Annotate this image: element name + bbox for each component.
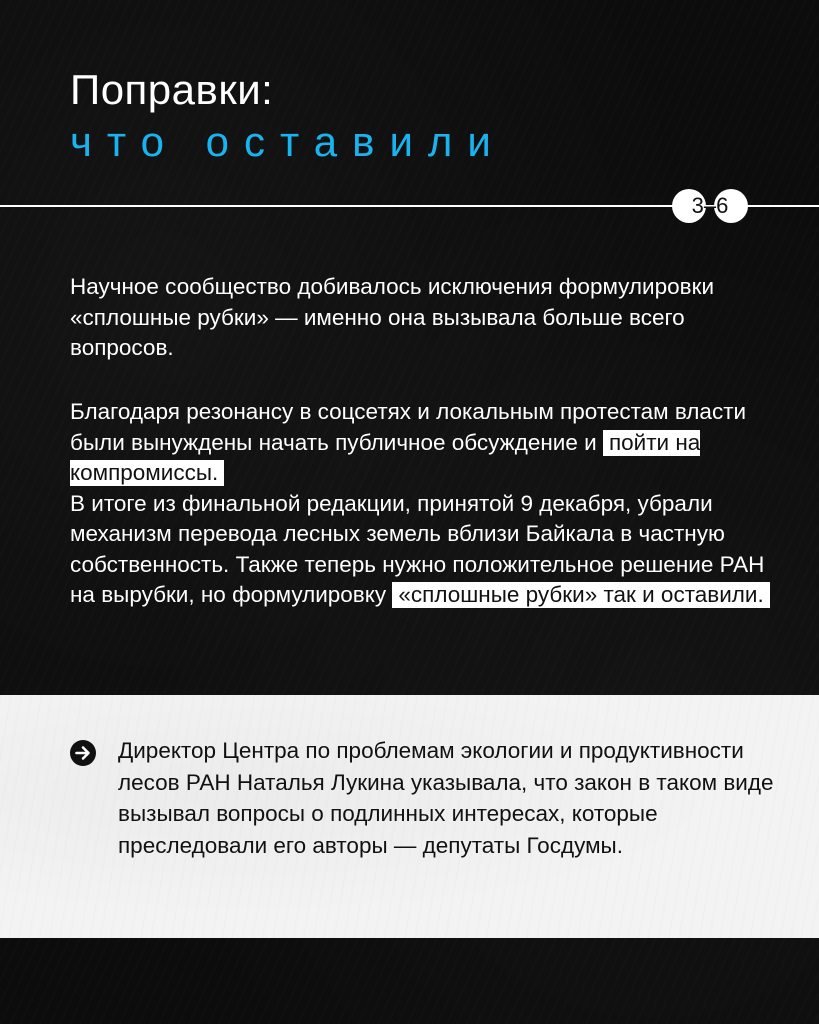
paragraph-main-part2: В итоге из финальной редакции, принятой 9 декабря, убрали механизм перевода лесных земель вблизи Байкала в частную собственность. Также теперь нужно положительное решение РАН на вырубки, но формулировку	[70, 490, 765, 607]
page-title: Поправки:	[70, 66, 274, 113]
quote-text: Директор Центра по проблемам экологии и продуктивности лесов РАН Наталья Лукина указывала, что закон в таком виде вызывал вопросы о подлинных интересах, которые преследовали его авторы — депутаты Госдумы.	[118, 738, 774, 858]
page-subtitle: что оставили	[70, 118, 506, 165]
paragraph-main	[70, 397, 780, 611]
page-indicator-text: 3–6	[691, 193, 729, 218]
paragraph-intro: Научное сообщество добивалось исключения формулировки «сплошные рубки» — именно она вызывала больше всего вопросов.	[70, 274, 715, 360]
arrow-right-icon	[70, 740, 96, 766]
highlight-clear-cutting: «сплошные рубки» так и оставили.	[392, 582, 769, 608]
highlight-compromise: пойти на компромиссы.	[70, 429, 701, 485]
page-indicator	[672, 189, 748, 223]
paragraph-main-part1: Благодаря резонансу в соцсетях и локальным протестам власти были вынуждены начать публичное обсуждение и	[70, 399, 747, 455]
